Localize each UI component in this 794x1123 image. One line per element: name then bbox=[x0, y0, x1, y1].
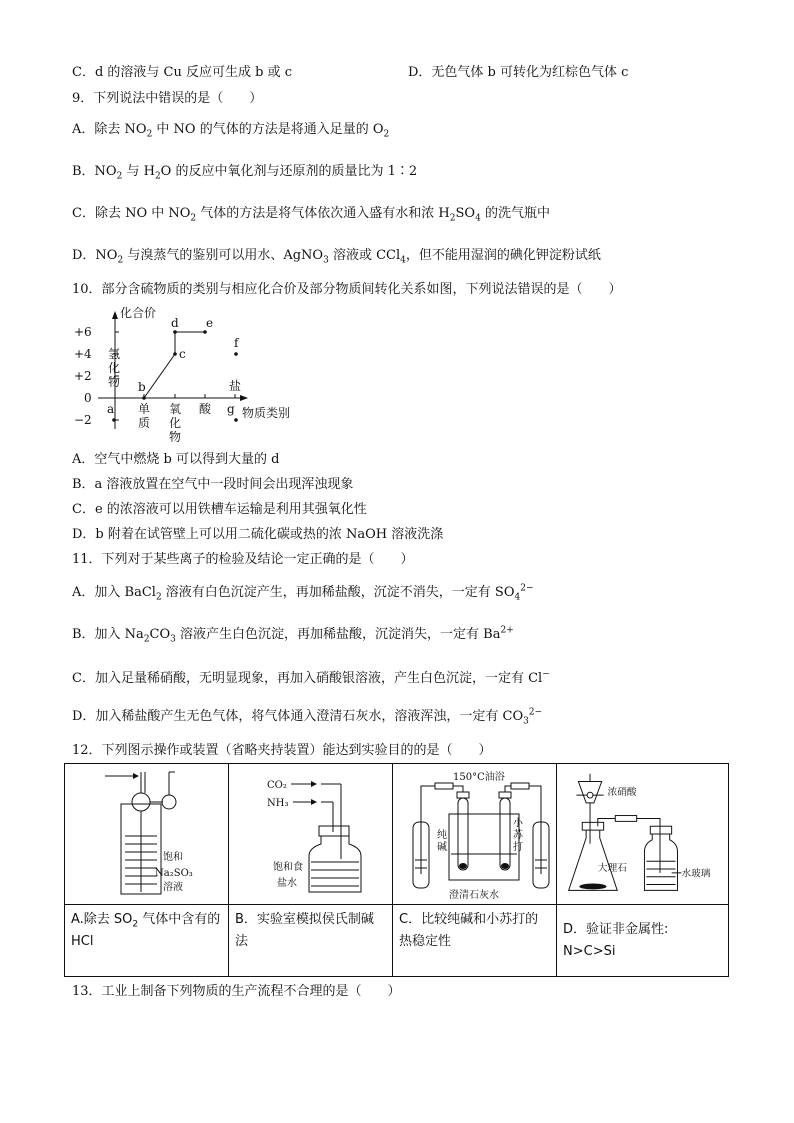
caption-a: A.除去 $SO_2$ 气体中含有的 HCl bbox=[65, 905, 229, 977]
label-na2so3: Na₂SO₃ bbox=[155, 868, 193, 879]
point-f bbox=[234, 352, 238, 356]
q9-option-d: D．$NO_2$ 与溴蒸气的鉴别可以用水、AgNO$_3$ 溶液或 CCl$_4$，但不能用湿润的碘化钾淀粉试纸 bbox=[72, 248, 601, 266]
q11-option-b: B．加入 $Na_2CO_3$ 溶液产生白色沉淀，再加稀盐酸，沉淀消失，一定有 $Ba^{2+}$ bbox=[72, 625, 514, 645]
svg-text:物: 物 bbox=[108, 375, 121, 389]
point-e bbox=[203, 330, 207, 334]
label-soda-2: 碱 bbox=[437, 842, 447, 853]
label-baking-soda-3: 打 bbox=[513, 842, 523, 853]
caption-d: D．验证非金属性: N>C>Si bbox=[557, 905, 729, 977]
label-saturated: 饱和 bbox=[163, 852, 183, 863]
label-nh3: NH₃ bbox=[267, 798, 289, 809]
tick-plus2: +2 bbox=[74, 369, 92, 383]
label-marble: 大理石 bbox=[597, 862, 627, 874]
category-element bbox=[138, 402, 150, 430]
q8-option-c: C．d 的溶液与 Cu 反应可生成 b 或 c bbox=[72, 65, 292, 80]
apparatus-d bbox=[557, 764, 729, 905]
point-d-label: d bbox=[171, 316, 179, 330]
q10-option-b: B．a 溶液放置在空气中一段时间会出现浑浊现象 bbox=[72, 477, 354, 492]
point-c bbox=[173, 352, 177, 356]
q11-option-d: D．加入稀盐酸产生无色气体，将气体通入澄清石灰水，溶液浑浊，一定有 $CO_3^{2-}$ bbox=[72, 707, 543, 727]
caption-c: C．比较纯碱和小苏打的热稳定性 bbox=[393, 905, 557, 977]
q10-option-c: C．e 的浓溶液可以用铁槽车运输是利用其强氧化性 bbox=[72, 502, 367, 517]
point-a bbox=[112, 418, 116, 422]
label-limewater: 澄清石灰水 bbox=[449, 890, 499, 901]
q9-option-a: A．除去 $NO_2$ 中 NO 的气体的方法是将通入足量的 $O_2$ bbox=[72, 122, 390, 140]
label-soda-1: 纯 bbox=[437, 830, 447, 841]
q11-option-c: C．加入足量稀硝酸，无明显现象，再加入硝酸银溶液，产生白色沉淀，一定有 Cl− bbox=[72, 669, 550, 686]
q9-stem: 9．下列说法中错误的是（ ） bbox=[72, 91, 263, 106]
apparatus-b bbox=[229, 764, 393, 905]
b-to-c-line bbox=[144, 354, 175, 398]
point-a-label: a bbox=[107, 402, 115, 416]
x-axis-label: 物质类别 bbox=[242, 406, 291, 420]
label-baking-soda-1: 小 bbox=[513, 818, 523, 829]
point-b-label: b bbox=[138, 380, 146, 394]
svg-text:氧: 氧 bbox=[169, 402, 182, 416]
sulfur-valence-graph bbox=[70, 305, 310, 445]
q9-option-c: C．除去 NO 中 $NO_2$ 气体的方法是将气体依次通入盛有水和浓 $H_2SO_4$ 的洗气瓶中 bbox=[72, 206, 550, 224]
x-axis-arrow bbox=[240, 395, 248, 401]
q12-apparatus-table bbox=[64, 763, 729, 977]
q10-stem: 10．部分含硫物质的类别与相应化合价及部分物质间转化关系如图，下列说法错误的是（ ） bbox=[72, 282, 622, 297]
label-conc-nitric: 浓硝酸 bbox=[607, 787, 637, 799]
label-co2: CO₂ bbox=[267, 780, 287, 791]
svg-text:质: 质 bbox=[138, 416, 151, 430]
q12-stem: 12．下列图示操作或装置（省略夹持装置）能达到实验目的的是（ ） bbox=[72, 743, 492, 758]
q10-option-d: D．b 附着在试管壁上可以用二硫化碳或热的浓 NaOH 溶液洗涤 bbox=[72, 527, 444, 542]
category-oxide bbox=[169, 402, 181, 444]
q10-option-a: A．空气中燃烧 b 可以得到大量的 d bbox=[72, 452, 280, 467]
label-solution: 溶液 bbox=[163, 882, 183, 893]
point-c-label: c bbox=[179, 347, 186, 361]
svg-text:单: 单 bbox=[138, 402, 151, 416]
svg-text:物: 物 bbox=[169, 430, 182, 444]
category-hydride bbox=[108, 347, 120, 389]
label-oil-bath: 150°C油浴 bbox=[453, 772, 505, 783]
y-axis-label: 化合价 bbox=[120, 306, 157, 320]
point-f-label: f bbox=[234, 336, 239, 350]
svg-text:化: 化 bbox=[169, 416, 182, 430]
q11-option-a: A．加入 BaCl$_2$ 溶液有白色沉淀产生，再加稀盐酸，沉淀不消失，一定有 $SO_4^{2-}$ bbox=[72, 583, 534, 603]
apparatus-c bbox=[393, 764, 557, 905]
label-brine: 盐水 bbox=[277, 878, 297, 889]
tick-minus2: −2 bbox=[74, 413, 92, 427]
q8-option-d: D．无色气体 b 可转化为红棕色气体 c bbox=[408, 65, 629, 80]
y-axis-arrow bbox=[112, 311, 118, 319]
svg-text:氢: 氢 bbox=[108, 347, 121, 361]
category-salt: 盐 bbox=[229, 379, 242, 393]
svg-text:化: 化 bbox=[108, 361, 121, 375]
point-e-label: e bbox=[206, 316, 214, 330]
caption-b: B．实验室模拟侯氏制碱法 bbox=[229, 905, 393, 977]
point-b bbox=[142, 396, 146, 400]
apparatus-a bbox=[65, 764, 229, 905]
q11-stem: 11．下列对于某些离子的检验及结论一定正确的是（ ） bbox=[72, 552, 414, 567]
label-water-glass: 水玻璃 bbox=[681, 868, 711, 880]
x-ticks bbox=[144, 394, 235, 398]
q9-option-b: B．$NO_2$ 与 $H_2O$ 的反应中氧化剂与还原剂的质量比为 1∶2 bbox=[72, 164, 418, 182]
point-g bbox=[234, 418, 238, 422]
point-d bbox=[173, 330, 177, 334]
q13-stem: 13．工业上制备下列物质的生产流程不合理的是（ ） bbox=[72, 984, 401, 999]
label-saturated-salt: 饱和食 bbox=[273, 862, 303, 873]
tick-plus6: +6 bbox=[74, 325, 92, 339]
tick-plus4: +4 bbox=[74, 347, 92, 361]
point-g-label: g bbox=[227, 402, 235, 416]
category-acid: 酸 bbox=[199, 402, 212, 416]
label-baking-soda-2: 苏 bbox=[513, 830, 523, 841]
tick-zero: 0 bbox=[84, 391, 92, 405]
